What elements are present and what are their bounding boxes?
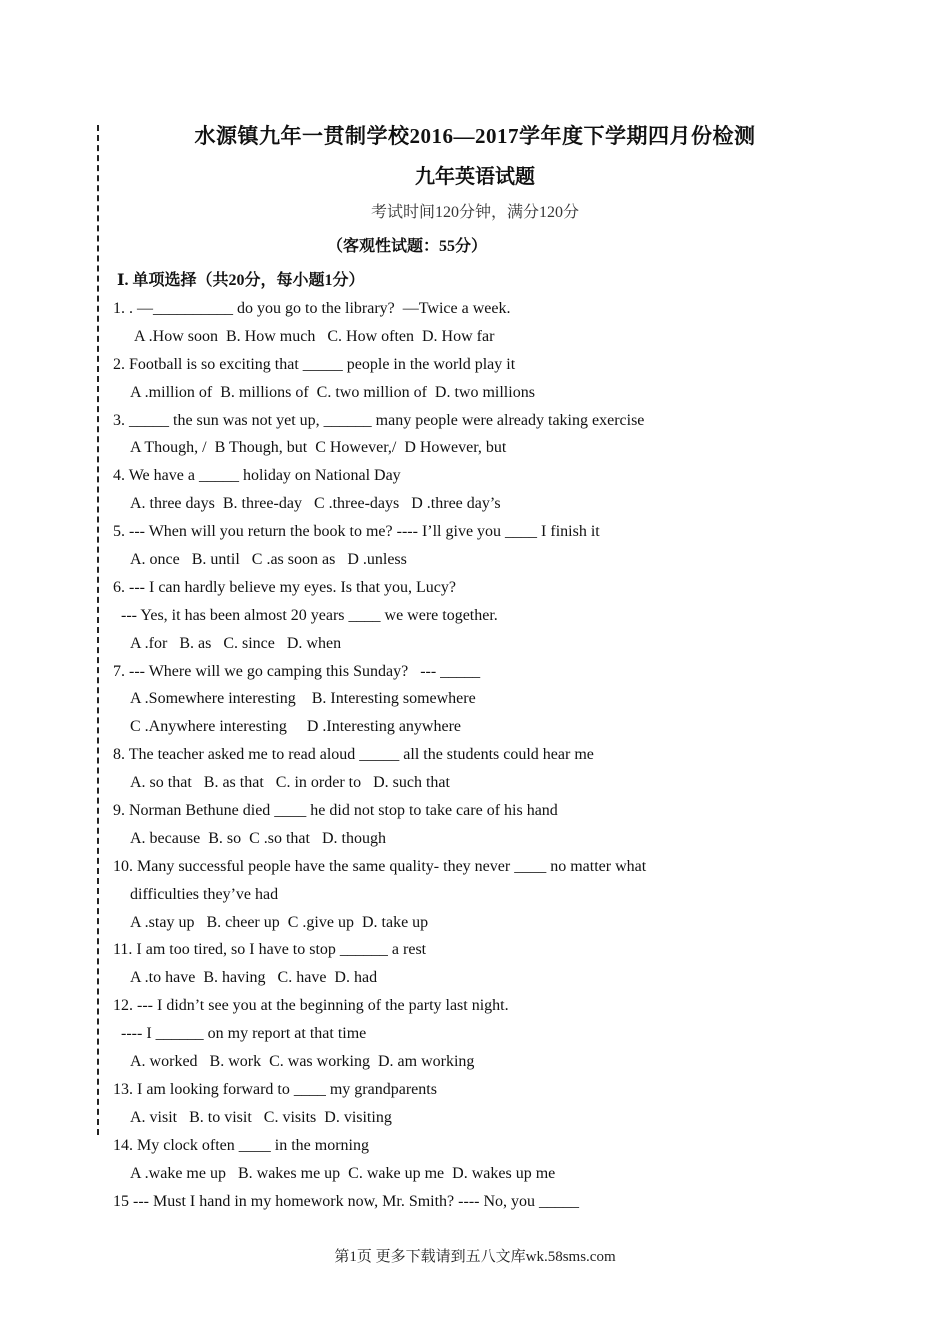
question-stem: 13. I am looking forward to ____ my grandparents xyxy=(113,1080,437,1098)
question-stem: 6. --- I can hardly believe my eyes. Is that you, Lucy? xyxy=(113,578,456,596)
question-item xyxy=(113,797,833,853)
question-item xyxy=(113,992,833,1076)
question-options: A. visit B. to visit C. visits D. visiting xyxy=(130,1108,392,1126)
question-item xyxy=(113,1188,833,1216)
question-stem: 14. My clock often ____ in the morning xyxy=(113,1136,369,1154)
page-footer: 第1页 更多下载请到五八文库wk.58sms.com xyxy=(334,1249,616,1265)
question-options: A .to have B. having C. have D. had xyxy=(130,969,378,987)
question-options: A .wake me up B. wakes me up C. wake up me D. wakes up me xyxy=(130,1164,556,1182)
question-reply: --- Yes, it has been almost 20 years ____ we were together. xyxy=(121,606,498,624)
question-item xyxy=(113,741,833,797)
binding-dashed-line xyxy=(97,125,99,1135)
question-item xyxy=(113,407,833,463)
question-options: A .How soon B. How much C. How often D. How far xyxy=(134,327,495,345)
question-stem: 12. --- I didn’t see you at the beginning of the party last night. xyxy=(113,997,509,1015)
question-item xyxy=(113,658,833,742)
question-reply: ---- I ______ on my report at that time xyxy=(121,1025,367,1043)
question-item xyxy=(113,853,833,937)
question-options: A. so that B. as that C. in order to D. such that xyxy=(130,774,450,792)
question-stem: 15 --- Must I hand in my homework now, Mr. Smith? ---- No, you _____ xyxy=(113,1192,580,1210)
question-stem: 4. We have a _____ holiday on National Day xyxy=(113,467,401,485)
question-stem: 1. . —__________ do you go to the library? —Twice a week. xyxy=(113,300,511,317)
question-item xyxy=(113,518,833,574)
question-stem: 10. Many successful people have the same quality- they never ____ no matter what xyxy=(113,857,647,875)
objective-note: （客观性试题：55分） xyxy=(327,238,488,255)
exam-info: 考试时间120分钟，满分120分 xyxy=(370,204,579,221)
question-item xyxy=(113,351,833,407)
question-stem: 8. The teacher asked me to read aloud _____ all the students could hear me xyxy=(113,746,594,764)
page-title: 水源镇九年一贯制学校2016—2017学年度下学期四月份检测 xyxy=(194,124,756,148)
question-options: C .Anywhere interesting D .Interesting anywhere xyxy=(130,718,462,736)
question-stem-continued: difficulties they’ve had xyxy=(130,885,279,903)
question-options: A .million of B. millions of C. two million of D. two millions xyxy=(130,383,535,401)
question-stem: 11. I am too tired, so I have to stop ______ a rest xyxy=(113,941,427,959)
question-item xyxy=(113,1076,833,1132)
question-item xyxy=(113,295,833,351)
question-options: A. worked B. work C. was working D. am working xyxy=(130,1053,475,1071)
question-item xyxy=(113,574,833,658)
question-options: A .stay up B. cheer up C .give up D. take up xyxy=(130,913,429,931)
question-stem: 2. Football is so exciting that _____ people in the world play it xyxy=(113,355,516,373)
question-stem: 7. --- Where will we go camping this Sunday? --- _____ xyxy=(113,662,481,680)
question-options: A Though, / B Though, but C However,/ D However, but xyxy=(130,439,507,457)
question-item xyxy=(113,1132,833,1188)
question-item xyxy=(113,462,833,518)
section-heading: Ⅰ. 单项选择（共20分，每小题1分） xyxy=(117,272,365,289)
page-subtitle: 九年英语试题 xyxy=(415,166,535,188)
question-item xyxy=(113,936,833,992)
question-options: A. once B. until C .as soon as D .unless xyxy=(130,551,407,569)
question-options: A. because B. so C .so that D. though xyxy=(130,829,386,847)
question-options: A .for B. as C. since D. when xyxy=(130,634,342,652)
question-list xyxy=(113,295,833,1215)
question-stem: 3. _____ the sun was not yet up, ______ many people were already taking exercise xyxy=(113,411,645,429)
question-options: A. three days B. three-day C .three-days D .three day’s xyxy=(130,495,501,513)
question-options: A .Somewhere interesting B. Interesting somewhere xyxy=(130,690,476,708)
question-stem: 9. Norman Bethune died ____ he did not stop to take care of his hand xyxy=(113,802,558,820)
question-stem: 5. --- When will you return the book to me? ---- I’ll give you ____ I finish it xyxy=(113,523,600,541)
